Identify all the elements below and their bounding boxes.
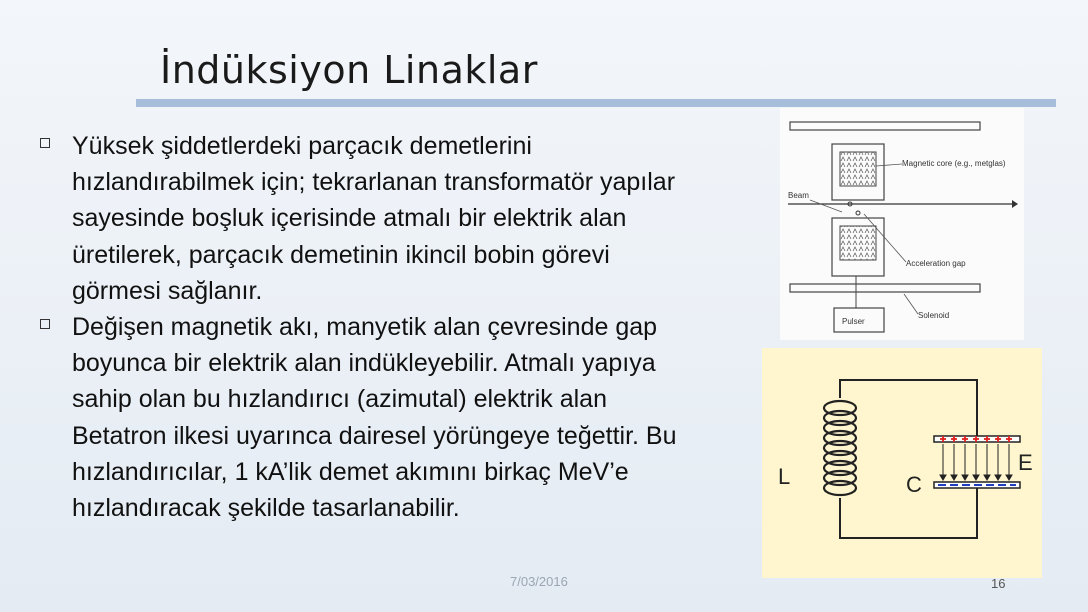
square-bullet-icon (40, 138, 50, 148)
square-bullet-icon (40, 319, 50, 329)
label-acceleration-gap: Acceleration gap (906, 259, 966, 268)
lc-circuit-diagram (762, 348, 1042, 578)
bullet-item-2 (40, 309, 700, 526)
bullet-item-1 (40, 128, 700, 309)
inductor-coil-icon (824, 401, 856, 495)
bullet-text-1: Yüksek şiddetlerdeki parçacık demetlerini hızlandırabilmek için; tekrarlanan transformatör yapılar sayesinde boşluk içerisinde atmalı bir elektrik alan üretilerek, parçacık demetinin ikincil bobin görevi görmesi sağlanır. (72, 132, 676, 305)
induction-linac-diagram (780, 108, 1024, 340)
label-magnetic-core: Magnetic core (e.g., metglas) (902, 159, 1006, 168)
label-beam: Beam (788, 191, 809, 200)
label-solenoid: Solenoid (918, 311, 950, 320)
label-inductor: L (778, 464, 791, 489)
label-field: E (1018, 450, 1033, 475)
footer-date: 7/03/2016 (510, 574, 568, 589)
page-number: 16 (991, 576, 1006, 591)
bullet-list (40, 128, 700, 526)
slide-title: İndüksiyon Linaklar (160, 48, 538, 92)
label-capacitor: C (906, 472, 922, 497)
label-pulser: Pulser (842, 317, 865, 326)
bullet-text-2: Değişen magnetik akı, manyetik alan çevresinde gap boyunca bir elektrik alan indükleyebilir. Atmalı yapıya sahip olan bu hızlandırıcı (azimutal) elektrik alan Betatron ilkesi uyarınca dairesel yörüngeye teğettir. Bu hızlandırıcılar, 1 kA’lik demet akımını birkaç MeV’e hızlandıracak şekilde tasarlanabilir. (72, 313, 677, 523)
title-underline (136, 99, 1056, 107)
electric-field-arrows-icon (940, 444, 1012, 480)
